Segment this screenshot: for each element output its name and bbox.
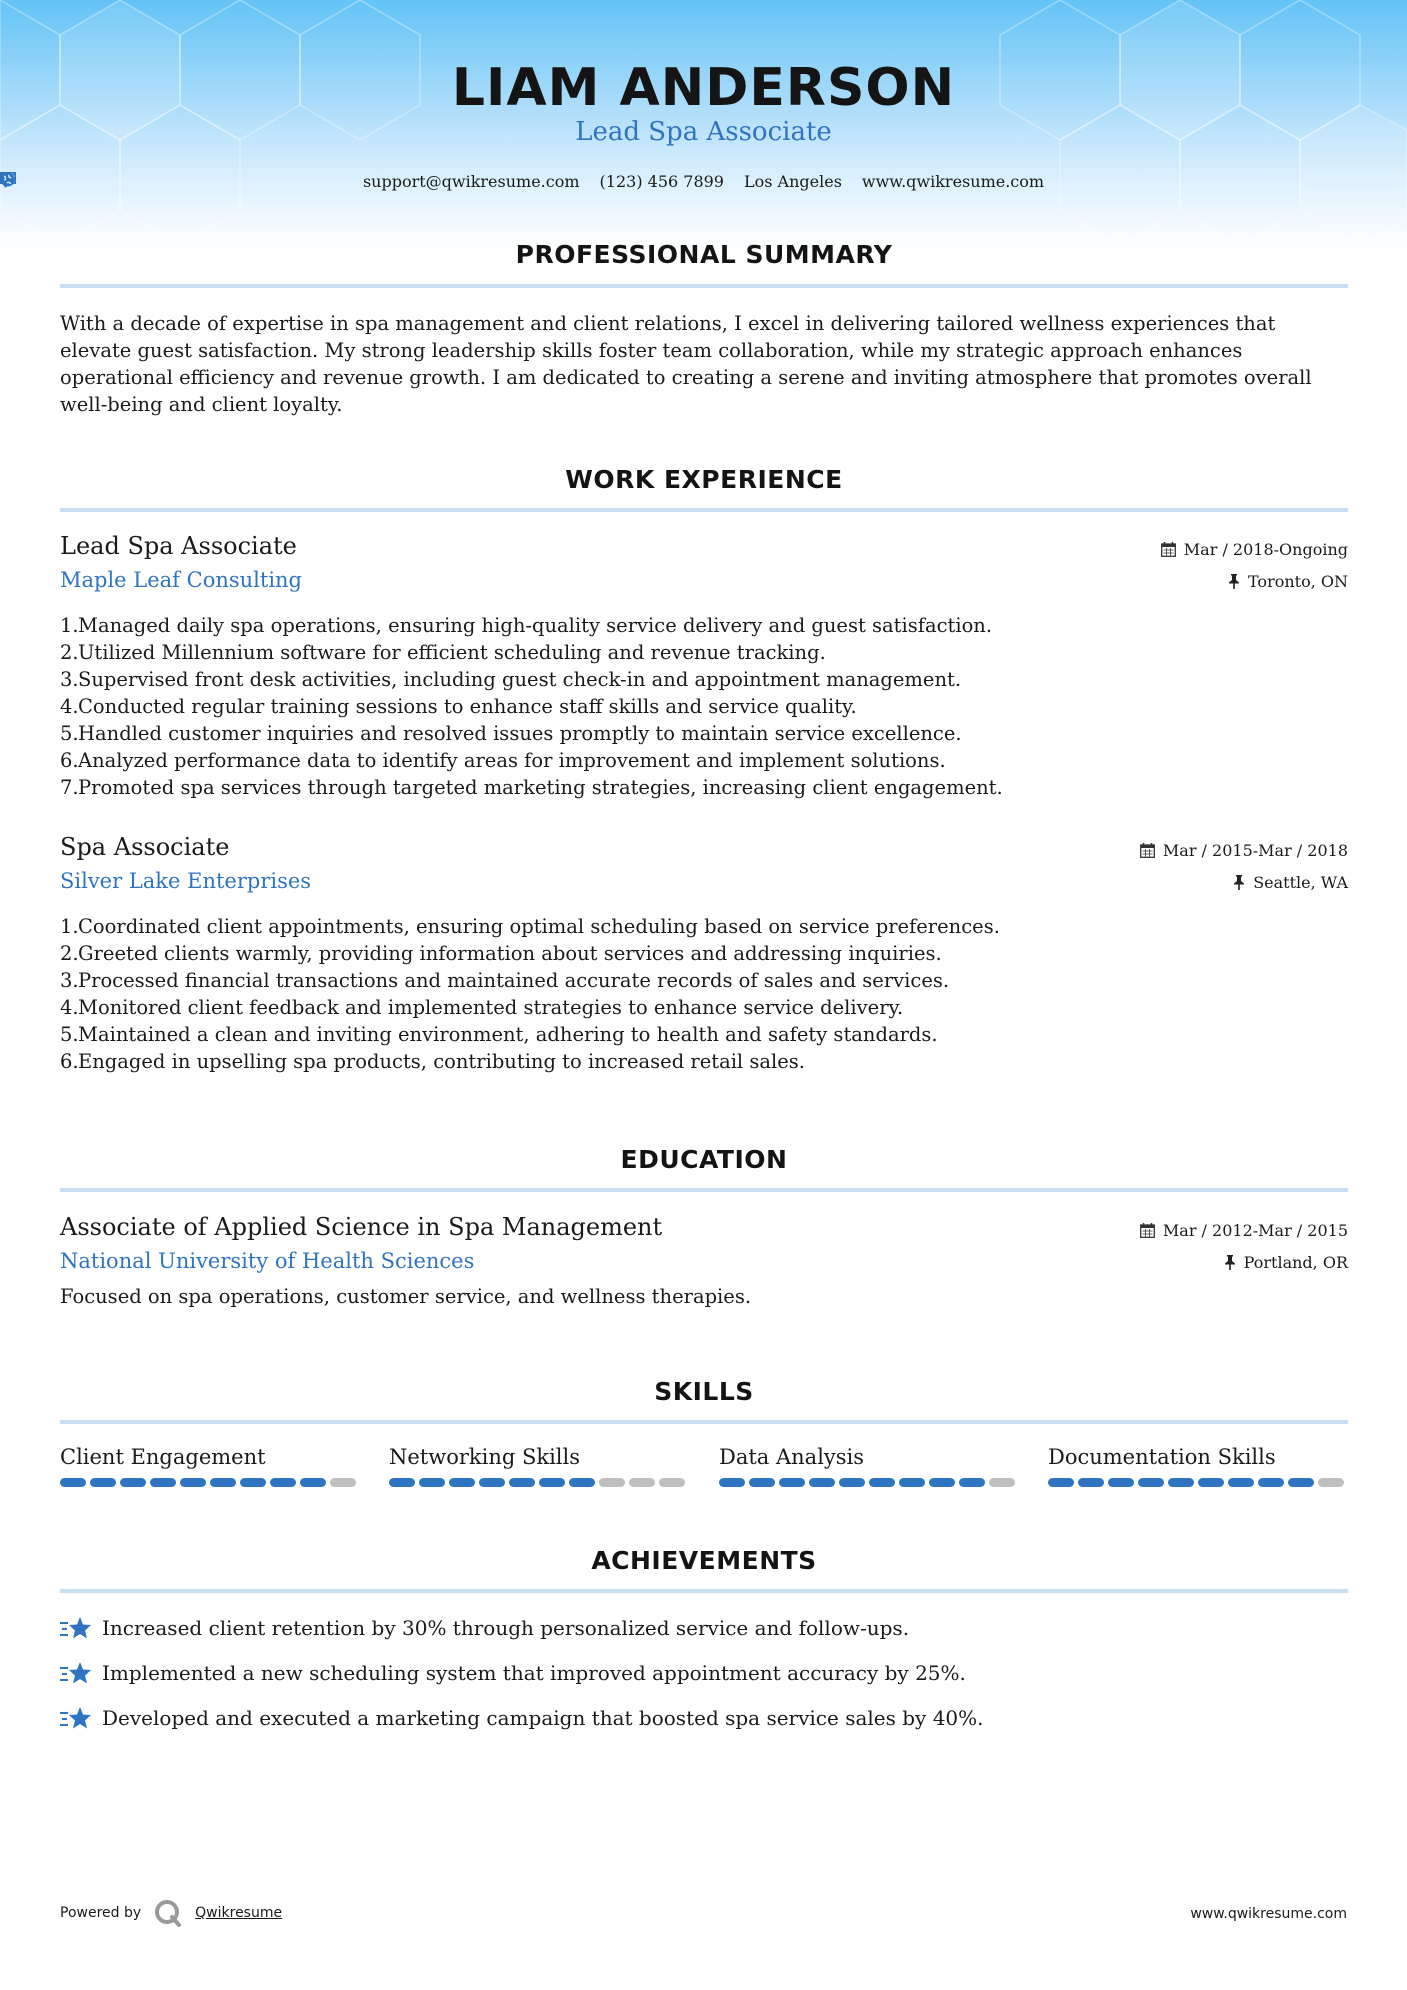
skill-segment-filled: [899, 1478, 925, 1487]
skill-segment-filled: [1138, 1478, 1164, 1487]
footer-branding: [60, 1898, 282, 1928]
experience-entry: [60, 532, 1348, 812]
skill-segment-filled: [509, 1478, 535, 1487]
skill-segment-filled: [180, 1478, 206, 1487]
skill-segment-filled: [419, 1478, 445, 1487]
section-divider: [60, 1420, 1348, 1424]
skill-segment-filled: [90, 1478, 116, 1487]
education-description: Focused on spa operations, customer service, and wellness therapies.: [60, 1285, 752, 1308]
candidate-role: Lead Spa Associate: [575, 117, 832, 147]
job-location: [1228, 572, 1348, 591]
footer-website[interactable]: www.qwikresume.com: [1190, 1906, 1347, 1922]
skill-segment-empty: [629, 1478, 655, 1487]
job-bullets: [60, 612, 1003, 801]
skill-segment-filled: [959, 1478, 985, 1487]
skill-segment-empty: [1318, 1478, 1344, 1487]
list-item: 5. Maintained a clean and inviting environment, adhering to health and safety standards.: [60, 1023, 938, 1046]
skill-segment-filled: [60, 1478, 86, 1487]
list-item: 3. Supervised front desk activities, including guest check-in and appointment management.: [60, 668, 962, 691]
skill-segment-filled: [1108, 1478, 1134, 1487]
powered-by-label: Powered by: [60, 1905, 142, 1921]
location-text: Los Angeles: [743, 172, 842, 191]
skill-segment-filled: [210, 1478, 236, 1487]
education-date-text: Mar / 2012-Mar / 2015: [1162, 1221, 1348, 1240]
globe-icon: [0, 172, 15, 187]
pushpin-icon: [1224, 1255, 1236, 1270]
skill-segment-filled: [929, 1478, 955, 1487]
skill-segment-empty: [989, 1478, 1015, 1487]
section-divider: [60, 1589, 1348, 1593]
job-title: Spa Associate: [60, 833, 230, 861]
skill-segment-empty: [330, 1478, 356, 1487]
list-item: 7. Promoted spa services through targeted marketing strategies, increasing client engagement.: [60, 776, 1003, 799]
skill-segment-filled: [779, 1478, 805, 1487]
achievement-text: Increased client retention by 30% through personalized service and follow-ups.: [102, 1616, 910, 1640]
skill-segment-filled: [1288, 1478, 1314, 1487]
section-divider: [60, 284, 1348, 288]
contact-location: [744, 172, 842, 191]
list-item: 2. Utilized Millennium software for efficient scheduling and revenue tracking.: [60, 641, 826, 664]
contact-email[interactable]: [363, 172, 580, 191]
calendar-icon: [1140, 1223, 1155, 1238]
list-item: 2. Greeted clients warmly, providing information about services and addressing inquiries.: [60, 942, 942, 965]
skill-segment-filled: [449, 1478, 475, 1487]
qwikresume-logo-icon: [153, 1898, 183, 1928]
achievement-text: Developed and executed a marketing campaign that boosted spa service sales by 40%.: [102, 1706, 984, 1730]
skill-segment-filled: [809, 1478, 835, 1487]
skill-segment-filled: [839, 1478, 865, 1487]
shooting-star-icon: [60, 1660, 92, 1686]
job-title: Lead Spa Associate: [60, 532, 297, 560]
website-text: www.qwikresume.com: [861, 172, 1045, 191]
achievement-item: [60, 1615, 909, 1641]
summary-text: With a decade of expertise in spa management and client relations, I excel in delivering tailored wellness experiences that elevate guest satisfaction. My strong leadership skills foster team collaboration, while my strategic approach enhances operational efficiency and revenue growth. I am dedicated to creating a serene and inviting atmosphere that promotes overall well-being and client loyalty.: [60, 312, 1312, 416]
skill-item: [389, 1445, 689, 1487]
skill-item: [1048, 1445, 1348, 1487]
job-date: [1161, 540, 1348, 559]
section-title-experience: WORK EXPERIENCE: [565, 465, 843, 494]
list-item: 4. Monitored client feedback and implemented strategies to enhance service delivery.: [60, 996, 904, 1019]
skill-level-bar: [719, 1478, 1019, 1487]
education-location-text: Portland, OR: [1243, 1253, 1348, 1272]
skill-name: Client Engagement: [60, 1445, 266, 1469]
skill-segment-filled: [120, 1478, 146, 1487]
skill-segment-filled: [479, 1478, 505, 1487]
school-name: National University of Health Sciences: [60, 1249, 475, 1273]
section-title-summary: PROFESSIONAL SUMMARY: [515, 240, 893, 269]
shooting-star-icon: [60, 1705, 92, 1731]
job-location: [1233, 873, 1348, 892]
job-bullets: [60, 913, 1000, 1075]
skill-segment-filled: [539, 1478, 565, 1487]
achievement-item: [60, 1705, 984, 1731]
phone-text: (123) 456 7899: [599, 172, 724, 191]
skill-segment-filled: [150, 1478, 176, 1487]
skill-segment-filled: [389, 1478, 415, 1487]
calendar-icon: [1161, 542, 1176, 557]
job-company: Silver Lake Enterprises: [60, 869, 312, 893]
pushpin-icon: [1233, 875, 1245, 890]
experience-entry: [60, 833, 1348, 1093]
skill-level-bar: [389, 1478, 689, 1487]
section-divider: [60, 1188, 1348, 1192]
achievement-text: Implemented a new scheduling system that improved appointment accuracy by 25%.: [102, 1661, 966, 1685]
section-title-education: EDUCATION: [620, 1145, 788, 1174]
list-item: 4. Conducted regular training sessions to enhance staff skills and service quality.: [60, 695, 857, 718]
skill-segment-filled: [1078, 1478, 1104, 1487]
education-location: [1224, 1253, 1348, 1272]
skill-segment-empty: [599, 1478, 625, 1487]
job-location-text: Seattle, WA: [1253, 873, 1348, 892]
skill-segment-filled: [300, 1478, 326, 1487]
skill-segment-filled: [1168, 1478, 1194, 1487]
degree-title: Associate of Applied Science in Spa Management: [60, 1213, 663, 1241]
skill-segment-filled: [1258, 1478, 1284, 1487]
skill-segment-filled: [719, 1478, 745, 1487]
brand-link[interactable]: Qwikresume: [195, 1905, 283, 1921]
calendar-icon: [1140, 843, 1155, 858]
list-item: 1. Coordinated client appointments, ensuring optimal scheduling based on service preferences.: [60, 915, 1000, 938]
section-title-achievements: ACHIEVEMENTS: [591, 1546, 817, 1575]
skill-segment-filled: [569, 1478, 595, 1487]
skill-item: [60, 1445, 360, 1487]
email-text: support@qwikresume.com: [362, 172, 580, 191]
skill-segment-filled: [270, 1478, 296, 1487]
skill-segment-filled: [749, 1478, 775, 1487]
education-entry: [60, 1213, 1348, 1323]
job-date: [1140, 841, 1348, 860]
contact-phone[interactable]: [600, 172, 724, 191]
header-banner: [0, 0, 1407, 250]
job-date-text: Mar / 2018-Ongoing: [1183, 540, 1348, 559]
candidate-name: LIAM ANDERSON: [451, 58, 956, 118]
skill-level-bar: [1048, 1478, 1348, 1487]
pushpin-icon: [1228, 574, 1240, 589]
skill-item: [719, 1445, 1019, 1487]
job-company: Maple Leaf Consulting: [60, 568, 303, 592]
list-item: 6. Analyzed performance data to identify areas for improvement and implement solutions.: [60, 749, 946, 772]
section-divider: [60, 508, 1348, 512]
skill-segment-filled: [869, 1478, 895, 1487]
skill-level-bar: [60, 1478, 360, 1487]
list-item: 6. Engaged in upselling spa products, contributing to increased retail sales.: [60, 1050, 805, 1073]
skill-name: Data Analysis: [719, 1445, 865, 1469]
contact-website[interactable]: [862, 172, 1044, 191]
job-date-text: Mar / 2015-Mar / 2018: [1162, 841, 1348, 860]
skill-segment-filled: [1228, 1478, 1254, 1487]
education-date: [1140, 1221, 1348, 1240]
skill-segment-filled: [240, 1478, 266, 1487]
shooting-star-icon: [60, 1615, 92, 1641]
skill-name: Documentation Skills: [1048, 1445, 1276, 1469]
job-location-text: Toronto, ON: [1248, 572, 1348, 591]
section-title-skills: SKILLS: [654, 1377, 754, 1406]
skill-segment-filled: [1048, 1478, 1074, 1487]
list-item: 3. Processed financial transactions and maintained accurate records of sales and services.: [60, 969, 950, 992]
list-item: 5. Handled customer inquiries and resolved issues promptly to maintain service excellence.: [60, 722, 962, 745]
list-item: 1. Managed daily spa operations, ensuring high-quality service delivery and guest satisfaction.: [60, 614, 993, 637]
skill-segment-filled: [1198, 1478, 1224, 1487]
achievement-item: [60, 1660, 966, 1686]
contact-row: [0, 172, 1407, 191]
skill-name: Networking Skills: [389, 1445, 581, 1469]
skill-segment-empty: [659, 1478, 685, 1487]
